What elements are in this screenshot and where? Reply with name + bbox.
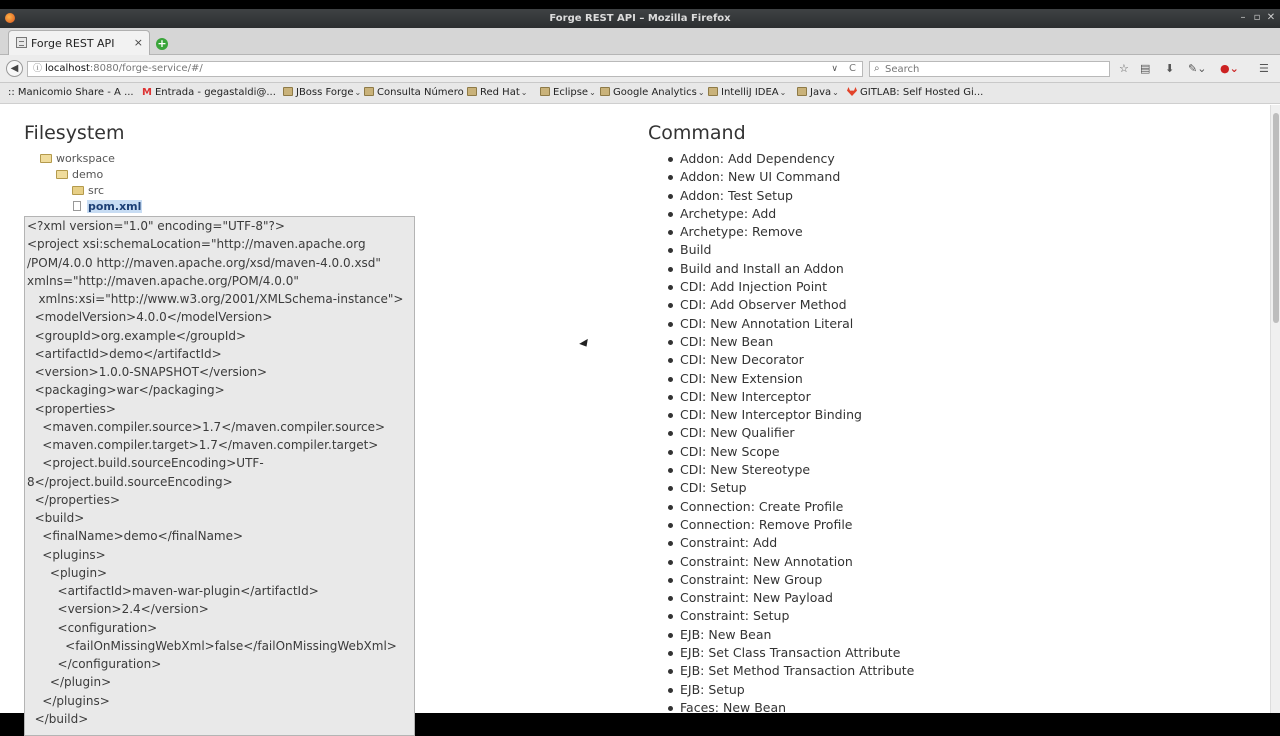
tree-node-label: demo [72, 168, 104, 181]
page-favicon-icon [16, 37, 27, 48]
gitlab-icon [847, 87, 857, 96]
chevron-down-icon: ⌄ [354, 88, 362, 97]
tab-strip [0, 28, 1280, 55]
code-line: </configuration> [27, 657, 162, 671]
folder-icon [797, 87, 807, 96]
command-item[interactable]: Build and Install an Addon [668, 260, 914, 278]
command-item[interactable]: Constraint: New Annotation [668, 553, 914, 571]
code-line: <maven.compiler.source>1.7</maven.compiler.source> [27, 419, 386, 434]
navigation-bar [0, 55, 1280, 83]
code-line: <version>2.4</version> [27, 602, 209, 617]
bookmark-item[interactable] [847, 87, 983, 99]
chevron-down-icon: ⌄ [589, 88, 596, 97]
command-item[interactable]: Constraint: New Payload [668, 589, 914, 607]
tab-label: Forge REST API [31, 37, 115, 50]
reading-list-icon[interactable]: ▤ [1140, 62, 1151, 75]
command-item[interactable]: CDI: New Extension [668, 370, 914, 388]
tree-node-label: pom.xml [88, 200, 142, 213]
command-item[interactable]: Addon: Add Dependency [668, 150, 914, 168]
tree-node-pom-xml[interactable] [73, 200, 142, 214]
command-item[interactable]: CDI: New Bean [668, 333, 914, 351]
code-line: <configuration> [27, 620, 158, 635]
url-path: :8080/forge-service/#/ [89, 63, 203, 74]
vertical-scrollbar[interactable] [1270, 105, 1280, 713]
folder-icon [708, 87, 718, 96]
file-icon [73, 201, 81, 211]
window-title: Forge REST API – Mozilla Firefox [549, 13, 731, 24]
code-line: <properties> [27, 401, 116, 416]
code-line: xmlns="http://maven.apache.org/POM/4.0.0" [27, 273, 299, 288]
bookmark-label: Consulta Número [377, 87, 464, 98]
folder-open-icon [40, 154, 52, 163]
tab-forge-rest-api[interactable] [8, 30, 150, 56]
code-line: </plugins> [27, 693, 110, 708]
command-item[interactable]: Constraint: Setup [668, 607, 914, 625]
adblock-icon[interactable]: ●⌄ [1220, 62, 1239, 75]
browser-window [0, 9, 1280, 726]
url-bar[interactable] [27, 61, 863, 77]
tree-node-label: src [88, 184, 105, 197]
search-bar[interactable] [869, 61, 1110, 77]
url-text[interactable] [45, 62, 203, 76]
code-line: <version>1.0.0-SNAPSHOT</version> [27, 365, 268, 379]
command-item[interactable]: Constraint: New Group [668, 571, 914, 589]
command-item[interactable]: Addon: Test Setup [668, 187, 914, 205]
code-line: <failOnMissingWebXml>false</failOnMissingWebXml> [27, 638, 397, 653]
command-item[interactable]: CDI: New Qualifier [668, 424, 914, 442]
bookmark-label: Red Hat [480, 87, 520, 98]
folder-icon [72, 186, 84, 195]
folder-open-icon [56, 170, 68, 179]
code-line: <plugins> [27, 547, 106, 562]
bookmark-item[interactable] [708, 87, 786, 99]
command-heading: Command [648, 122, 746, 144]
bookmark-label: Google Analytics [613, 87, 697, 98]
bookmark-item[interactable] [797, 87, 839, 99]
command-item[interactable]: CDI: New Scope [668, 443, 914, 461]
command-item[interactable]: EJB: New Bean [668, 626, 914, 644]
new-tab-icon[interactable]: + [157, 37, 167, 50]
code-line: <artifactId>maven-war-plugin</artifactId> [27, 584, 319, 598]
code-line: </properties> [27, 492, 121, 507]
command-item[interactable]: CDI: Setup [668, 479, 914, 497]
command-list [668, 150, 914, 717]
reload-icon[interactable]: C [849, 63, 856, 74]
bookmark-item[interactable] [364, 87, 464, 99]
command-item[interactable]: CDI: New Decorator [668, 351, 914, 369]
bookmark-item[interactable] [600, 87, 705, 99]
code-line: /POM/4.0.0 http://maven.apache.org/xsd/maven-4.0.0.xsd" [27, 255, 381, 270]
code-line: <build> [27, 511, 85, 525]
command-item[interactable]: CDI: Add Injection Point [668, 278, 914, 296]
code-line: </plugin> [27, 675, 112, 690]
command-item[interactable]: Addon: New UI Command [668, 168, 914, 186]
folder-icon [600, 87, 610, 96]
filesystem-heading: Filesystem [24, 122, 125, 144]
code-line: <artifactId>demo</artifactId> [27, 346, 222, 361]
bookmark-label: Eclipse [553, 87, 589, 98]
code-line: <plugin> [27, 565, 108, 580]
chevron-down-icon: ⌄ [697, 88, 705, 97]
file-editor[interactable] [24, 216, 415, 736]
bookmark-label: GITLAB: Self Hosted Gi... [860, 87, 984, 98]
bookmark-label: Java [810, 87, 832, 98]
bookmarks-bar [0, 83, 1280, 104]
command-item[interactable]: CDI: New Annotation Literal [668, 315, 914, 333]
code-line: <packaging>war</packaging> [27, 383, 225, 398]
command-item[interactable]: CDI: New Interceptor Binding [668, 406, 914, 424]
close-tab-icon[interactable]: × [133, 36, 143, 49]
bookmark-star-icon[interactable]: ☆ [1119, 62, 1129, 75]
chevron-down-icon: ⌄ [779, 88, 787, 97]
bookmark-label: :: Manicomio Share - A ... [8, 87, 134, 98]
code-line: xmlns:xsi="http://www.w3.org/2001/XMLSchema-instance"> [27, 292, 404, 306]
command-item[interactable]: Build [668, 241, 914, 259]
folder-icon [283, 87, 293, 96]
code-line: </build> [27, 711, 89, 726]
command-item[interactable]: EJB: Setup [668, 681, 914, 699]
code-line: <modelVersion>4.0.0</modelVersion> [27, 310, 273, 325]
tree-node-demo[interactable] [56, 168, 103, 182]
search-icon: ⌕ [874, 63, 880, 74]
bookmark-item[interactable] [142, 87, 276, 99]
minimize-icon[interactable]: – [1240, 12, 1246, 23]
url-dropdown-icon[interactable]: ∨ [831, 64, 838, 74]
code-line: <groupId>org.example</groupId> [27, 328, 247, 343]
command-item[interactable]: EJB: Set Method Transaction Attribute [668, 662, 914, 680]
folder-icon [467, 87, 477, 96]
menu-icon[interactable]: ☰ [1259, 62, 1269, 75]
chevron-down-icon: ⌄ [832, 88, 839, 97]
bookmark-item[interactable] [283, 87, 361, 99]
tree-node-workspace[interactable] [40, 152, 115, 166]
search-input[interactable] [885, 62, 1105, 76]
back-button[interactable]: ◀ [6, 60, 23, 77]
command-item[interactable]: Archetype: Add [668, 205, 914, 223]
code-line: <maven.compiler.target>1.7</maven.compiler.target> [27, 438, 379, 452]
command-item[interactable]: Connection: Create Profile [668, 498, 914, 516]
command-item[interactable]: EJB: Set Class Transaction Attribute [668, 644, 914, 662]
bookmark-label: IntelliJ IDEA [721, 87, 779, 98]
bookmark-label: JBoss Forge [296, 87, 354, 98]
close-window-icon[interactable]: ✕ [1266, 12, 1276, 23]
title-bar [0, 9, 1280, 28]
tree-node-src[interactable] [72, 184, 104, 198]
tree-node-label: workspace [56, 152, 115, 165]
command-item[interactable]: Archetype: Remove [668, 223, 914, 241]
command-item[interactable]: Constraint: Add [668, 534, 914, 552]
scrollbar-thumb[interactable] [1273, 113, 1279, 323]
url-host: localhost [45, 63, 90, 74]
bookmark-item[interactable] [5, 87, 134, 99]
code-line: <project xsi:schemaLocation="http://maven.apache.org [27, 237, 366, 252]
extension-icon[interactable]: ✎⌄ [1188, 62, 1207, 75]
folder-icon [540, 87, 550, 96]
downloads-icon[interactable]: ⬇ [1165, 62, 1175, 75]
command-item[interactable]: CDI: New Stereotype [668, 461, 914, 479]
bookmark-item[interactable] [467, 87, 527, 99]
chevron-down-icon: ⌄ [520, 88, 528, 97]
site-info-icon[interactable]: ⓘ [33, 64, 43, 74]
gmail-icon: M [142, 87, 152, 98]
code-line: <project.build.sourceEncoding>UTF- [27, 456, 264, 471]
page-content [0, 105, 1270, 726]
code-line: <?xml version="1.0" encoding="UTF-8"?> [27, 219, 285, 233]
code-line: <finalName>demo</finalName> [27, 529, 244, 544]
folder-icon [364, 87, 374, 96]
bookmark-label: Entrada - gegastaldi@... [154, 87, 276, 98]
command-item[interactable]: Connection: Remove Profile [668, 516, 914, 534]
command-item[interactable]: CDI: Add Observer Method [668, 296, 914, 314]
maximize-icon[interactable]: ▫ [1253, 12, 1261, 23]
command-item[interactable]: Faces: New Bean [668, 699, 914, 717]
code-line: 8</project.build.sourceEncoding> [27, 474, 233, 489]
bookmark-item[interactable] [540, 87, 596, 99]
command-item[interactable]: CDI: New Interceptor [668, 388, 914, 406]
